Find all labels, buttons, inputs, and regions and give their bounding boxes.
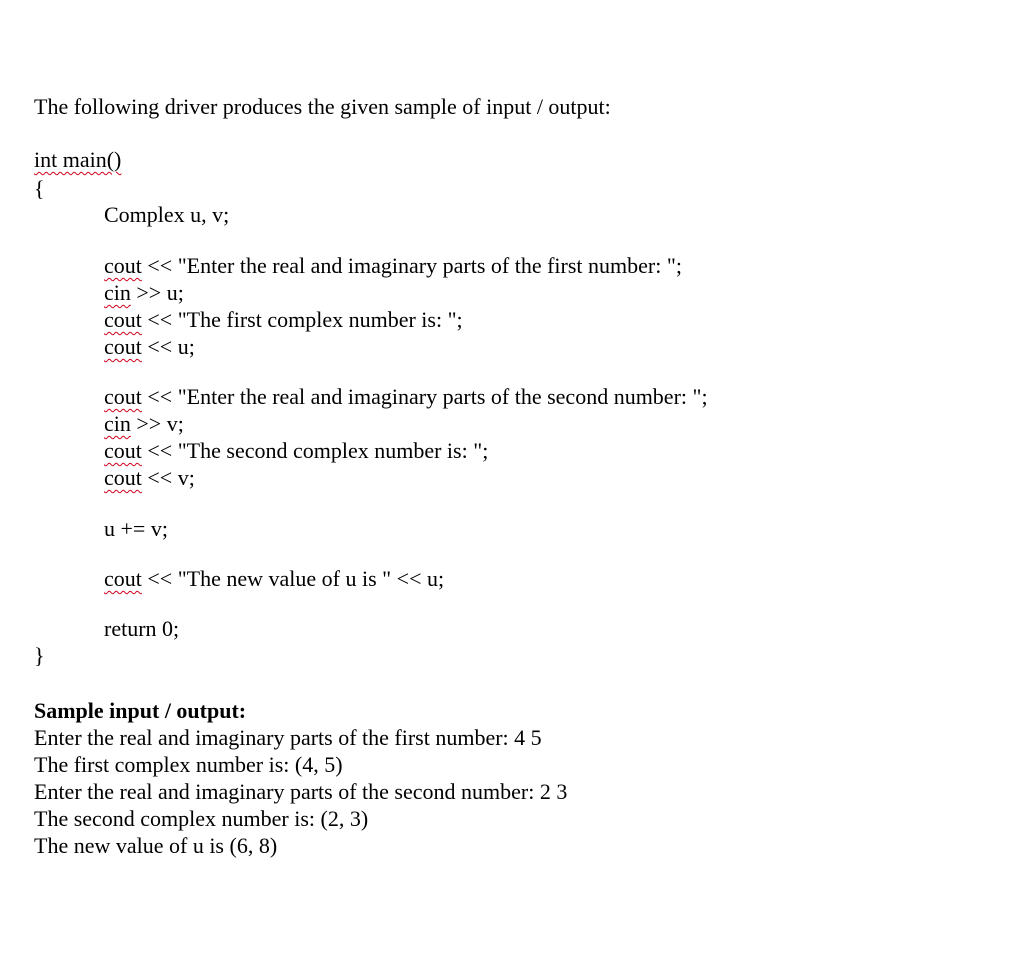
- sample-line: The first complex number is: (4, 5): [34, 752, 343, 777]
- cout-keyword: cout: [104, 253, 142, 278]
- code-line-cout-prompt-second: [104, 386, 708, 408]
- cin-keyword: cin: [104, 280, 131, 305]
- code-rest: << "The first complex number is: ";: [141, 307, 463, 332]
- return-line: return 0;: [104, 616, 180, 641]
- add-assign-line: u += v;: [104, 516, 168, 541]
- cout-keyword: cout: [104, 566, 142, 591]
- code-line-cout-first-label: [104, 309, 463, 331]
- cout-keyword: cout: [104, 438, 142, 463]
- sample-heading: Sample input / output:: [34, 698, 247, 723]
- code-rest: << "The second complex number is: ";: [141, 438, 489, 463]
- code-line-cout-second-label: [104, 440, 488, 462]
- cout-keyword: cout: [104, 384, 142, 409]
- declaration-line: Complex u, v;: [104, 202, 230, 227]
- main-signature: int main(): [34, 147, 122, 172]
- close-brace: }: [34, 643, 45, 668]
- code-line-cout-v: [104, 467, 195, 489]
- cin-keyword: cin: [104, 411, 131, 436]
- code-line-cout-u: [104, 336, 195, 358]
- cout-keyword: cout: [104, 465, 142, 490]
- code-line-cout-new-value: [104, 568, 444, 590]
- code-rest: << "Enter the real and imaginary parts of the second number: ";: [141, 384, 708, 409]
- sample-line: The new value of u is (6, 8): [34, 833, 278, 858]
- code-rest: << v;: [141, 465, 195, 490]
- sample-line: Enter the real and imaginary parts of the first number: 4 5: [34, 725, 542, 750]
- cout-keyword: cout: [104, 307, 142, 332]
- intro-text: The following driver produces the given sample of input / output:: [34, 94, 611, 119]
- code-rest: << "Enter the real and imaginary parts of the first number: ";: [141, 253, 682, 278]
- code-rest: << u;: [141, 334, 195, 359]
- code-rest: >> v;: [130, 411, 184, 436]
- code-rest: >> u;: [130, 280, 184, 305]
- code-line-cin-v: [104, 413, 184, 435]
- sample-line: The second complex number is: (2, 3): [34, 806, 369, 831]
- sample-line: Enter the real and imaginary parts of the second number: 2 3: [34, 779, 568, 804]
- code-line-cout-prompt-first: [104, 255, 682, 277]
- cout-keyword: cout: [104, 334, 142, 359]
- open-brace: {: [34, 176, 45, 201]
- code-rest: << "The new value of u is " << u;: [141, 566, 445, 591]
- code-line-cin-u: [104, 282, 184, 304]
